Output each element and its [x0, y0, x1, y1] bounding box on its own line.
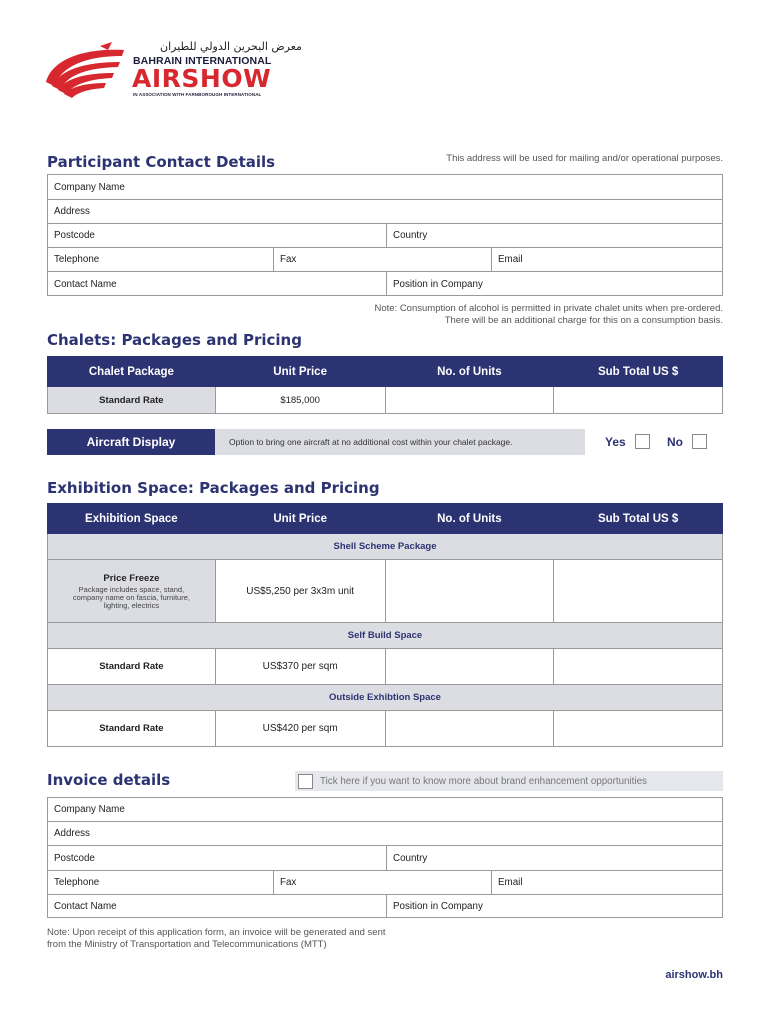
alcohol-note	[374, 303, 723, 327]
chalet-subtotal-input[interactable]	[554, 387, 723, 414]
form-row	[48, 822, 722, 846]
col-sub-total: Sub Total US $	[554, 357, 723, 387]
participant-section-title: Participant Contact Details	[47, 153, 276, 171]
country-field[interactable]: Country	[386, 224, 722, 247]
price-freeze-price: US$5,250 per 3x3m unit	[215, 560, 385, 623]
form-row	[48, 798, 722, 822]
shell-scheme-row	[48, 534, 723, 560]
form-row	[48, 248, 722, 272]
aircraft-no-label: No	[667, 435, 683, 449]
price-freeze-subtotal-input[interactable]	[554, 560, 723, 623]
alcohol-note-line2: There will be an additional charge for this on a consumption basis.	[444, 315, 723, 326]
website-link[interactable]: airshow.bh	[665, 969, 723, 981]
col-sub-total: Sub Total US $	[554, 504, 723, 534]
table-header-row	[48, 504, 723, 534]
price-freeze-desc-2: company name on fascia, furniture,	[72, 592, 190, 602]
address-field[interactable]: Address	[54, 206, 90, 217]
form-row	[48, 175, 722, 200]
company-name-field[interactable]: Company Name	[54, 181, 125, 193]
aircraft-yes-label: Yes	[605, 435, 626, 449]
shell-scheme-heading: Shell Scheme Package	[48, 534, 723, 560]
logo-airshow: AIRSHOW	[132, 64, 272, 93]
self-build-rate-cell: Standard Rate	[48, 649, 216, 685]
brand-enhancement-tick-bar	[295, 771, 723, 791]
form-row	[48, 895, 722, 918]
position-field[interactable]: Position in Company	[386, 272, 722, 296]
invoice-position-field[interactable]: Position in Company	[386, 895, 722, 918]
form-row	[48, 200, 722, 224]
aircraft-display-label: Aircraft Display	[47, 429, 215, 455]
self-build-heading: Self Build Space	[48, 623, 723, 649]
invoice-note	[47, 927, 386, 951]
price-freeze-title: Price Freeze	[103, 572, 160, 584]
invoice-country-field[interactable]: Country	[386, 846, 722, 870]
self-build-subtotal-input[interactable]	[554, 649, 723, 685]
brand-enhancement-label: Tick here if you want to know more about brand enhancement opportunities	[320, 775, 647, 787]
outside-units-input[interactable]	[385, 711, 554, 747]
form-row	[48, 846, 722, 871]
telephone-field[interactable]: Telephone	[54, 254, 100, 265]
form-row	[48, 272, 722, 296]
price-freeze-desc-3: lighting, electrics	[103, 600, 160, 610]
col-exhibition-space: Exhibition Space	[48, 504, 216, 534]
fax-field[interactable]: Fax	[273, 248, 491, 271]
invoice-note-line2: from the Ministry of Transportation and Telecommunications (MTT)	[47, 939, 327, 950]
form-row	[48, 224, 722, 248]
airshow-logo-mark-icon	[42, 42, 130, 100]
aircraft-yes-checkbox[interactable]	[635, 434, 650, 449]
aircraft-no-checkbox[interactable]	[692, 434, 707, 449]
invoice-company-name-field[interactable]: Company Name	[54, 804, 125, 815]
chalets-section-title: Chalets: Packages and Pricing	[47, 331, 302, 349]
contact-name-field[interactable]: Contact Name	[54, 278, 117, 290]
col-chalet-package: Chalet Package	[48, 357, 216, 387]
exhibition-table	[47, 503, 723, 747]
table-row	[48, 649, 723, 685]
price-freeze-desc-1: Package includes space, stand,	[78, 584, 185, 594]
price-freeze-units-input[interactable]	[385, 560, 554, 623]
logo-arabic-text: معرض البحرين الدولي للطيران	[160, 40, 302, 53]
brand-enhancement-checkbox[interactable]	[298, 774, 313, 789]
chalet-price-cell: $185,000	[215, 387, 385, 414]
postcode-field[interactable]: Postcode	[54, 230, 95, 241]
invoice-note-line1: Note: Upon receipt of this application form, an invoice will be generated and sent	[47, 927, 386, 938]
table-row	[48, 560, 723, 623]
self-build-price-cell: US$370 per sqm	[215, 649, 385, 685]
invoice-section-title: Invoice details	[47, 771, 171, 789]
exhibition-section-title: Exhibition Space: Packages and Pricing	[47, 479, 380, 497]
alcohol-note-line1: Note: Consumption of alcohol is permitted in private chalet units when pre-ordered.	[374, 303, 723, 314]
invoice-form	[47, 797, 723, 918]
participant-note: This address will be used for mailing and/or operational purposes.	[446, 153, 723, 164]
logo-association: IN ASSOCIATION WITH FARNBOROUGH INTERNATIONAL	[133, 92, 262, 97]
chalets-table	[47, 356, 723, 414]
col-unit-price: Unit Price	[215, 504, 385, 534]
chalet-units-input[interactable]	[385, 387, 554, 414]
invoice-contact-name-field[interactable]: Contact Name	[54, 901, 117, 912]
email-field[interactable]: Email	[491, 248, 722, 271]
logo-title: BAHRAIN INTERNATIONAL	[133, 55, 272, 67]
chalet-package-cell: Standard Rate	[48, 387, 216, 414]
invoice-fax-field[interactable]: Fax	[273, 871, 491, 894]
self-build-units-input[interactable]	[385, 649, 554, 685]
table-header-row	[48, 357, 723, 387]
col-unit-price: Unit Price	[215, 357, 385, 387]
price-freeze-cell	[48, 560, 216, 623]
table-row	[48, 711, 723, 747]
invoice-address-field[interactable]: Address	[54, 828, 90, 839]
outside-row	[48, 685, 723, 711]
table-row	[48, 387, 723, 414]
col-no-of-units: No. of Units	[385, 357, 554, 387]
col-no-of-units: No. of Units	[385, 504, 554, 534]
outside-price-cell: US$420 per sqm	[215, 711, 385, 747]
self-build-row	[48, 623, 723, 649]
invoice-email-field[interactable]: Email	[491, 871, 722, 894]
outside-rate-cell: Standard Rate	[48, 711, 216, 747]
outside-heading: Outside Exhibtion Space	[48, 685, 723, 711]
participant-form	[47, 174, 723, 296]
aircraft-option-text: Option to bring one aircraft at no additional cost within your chalet package.	[215, 429, 585, 455]
invoice-postcode-field[interactable]: Postcode	[54, 852, 95, 864]
invoice-telephone-field[interactable]: Telephone	[54, 877, 100, 888]
form-row	[48, 871, 722, 895]
outside-subtotal-input[interactable]	[554, 711, 723, 747]
